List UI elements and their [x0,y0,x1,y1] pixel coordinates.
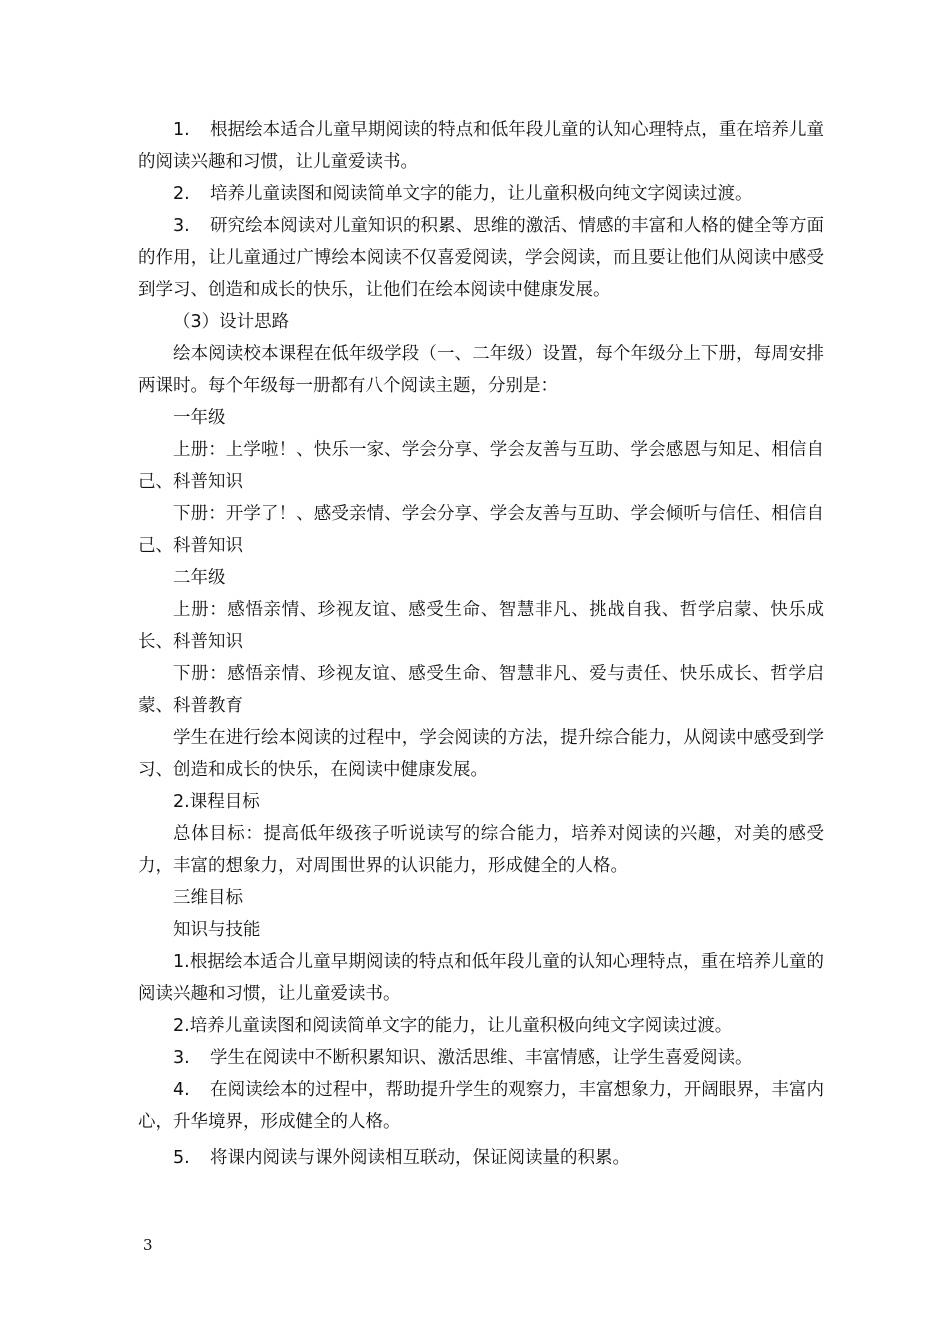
paragraph-text: 根据绘本适合儿童早期阅读的特点和低年段儿童的认知心理特点，重在培养儿童的阅读兴趣和习惯，让儿童爱读书。 [138,120,824,172]
paragraph-text: 学生在阅读中不断积累知识、激活思维、丰富情感，让学生喜爱阅读。 [210,1048,753,1068]
knowledge-item-3 [138,1042,824,1074]
list-number: 1. [173,120,190,140]
goal-intro-item-3 [138,210,824,306]
overall-goal: 总体目标：提高低年级孩子听说读写的综合能力，培养对阅读的兴趣，对美的感受力，丰富的想象力，对周围世界的认识能力，形成健全的人格。 [138,824,824,876]
three-dimension-heading: 三维目标 [173,888,243,908]
paragraph-text: 培养儿童读图和阅读简单文字的能力，让儿童积极向纯文字阅读过渡。 [210,184,753,204]
knowledge-item-1: 1.根据绘本适合儿童早期阅读的特点和低年段儿童的认知心理特点，重在培养儿童的阅读兴趣和习惯，让儿童爱读书。 [138,952,824,1004]
page-number: 3 [143,1236,153,1254]
list-number: 3. [173,216,190,236]
grade1-volume2: 下册：开学了！、感受亲情、学会分享、学会友善与互助、学会倾听与信任、相信自己、科普知识 [138,504,824,556]
paragraph-text: 将课内阅读与课外阅读相互联动，保证阅读量的积累。 [210,1148,630,1168]
goal-intro-item-2 [138,178,824,210]
list-number: 4. [173,1080,190,1100]
list-number: 2. [173,184,190,204]
document-body [138,114,824,1174]
knowledge-item-4 [138,1074,824,1138]
list-number: 5. [173,1148,190,1168]
grade2-title: 二年级 [173,568,226,588]
knowledge-item-5 [138,1142,824,1174]
paragraph-text: 研究绘本阅读对儿童知识的积累、思维的激活、情感的丰富和人格的健全等方面的作用，让儿童通过广博绘本阅读不仅喜爱阅读，学会阅读，而且要让他们从阅读中感受到学习、创造和成长的快乐，让他们在绘本阅读中健康发展。 [138,216,824,300]
design-heading: （3）设计思路 [173,312,290,332]
design-intro: 绘本阅读校本课程在低年级学段（一、二年级）设置，每个年级分上下册，每周安排两课时。每个年级每一册都有八个阅读主题，分别是： [138,344,824,396]
design-summary: 学生在进行绘本阅读的过程中，学会阅读的方法，提升综合能力，从阅读中感受到学习、创造和成长的快乐，在阅读中健康发展。 [138,728,824,780]
grade2-volume1: 上册：感悟亲情、珍视友谊、感受生命、智慧非凡、挑战自我、哲学启蒙、快乐成长、科普知识 [138,600,824,652]
grade1-volume1: 上册：上学啦！、快乐一家、学会分享、学会友善与互助、学会感恩与知足、相信自己、科普知识 [138,440,824,492]
paragraph-text: 在阅读绘本的过程中，帮助提升学生的观察力，丰富想象力，开阔眼界，丰富内心，升华境界，形成健全的人格。 [138,1080,824,1132]
goal-intro-item-1 [138,114,824,178]
course-goal-heading: 2.课程目标 [173,792,260,812]
knowledge-item-2: 2.培养儿童读图和阅读简单文字的能力，让儿童积极向纯文字阅读过渡。 [173,1016,733,1036]
list-number: 3. [173,1048,190,1068]
grade2-volume2: 下册：感悟亲情、珍视友谊、感受生命、智慧非凡、爱与责任、快乐成长、哲学启蒙、科普教育 [138,664,824,716]
knowledge-heading: 知识与技能 [173,920,261,940]
grade1-title: 一年级 [173,408,226,428]
